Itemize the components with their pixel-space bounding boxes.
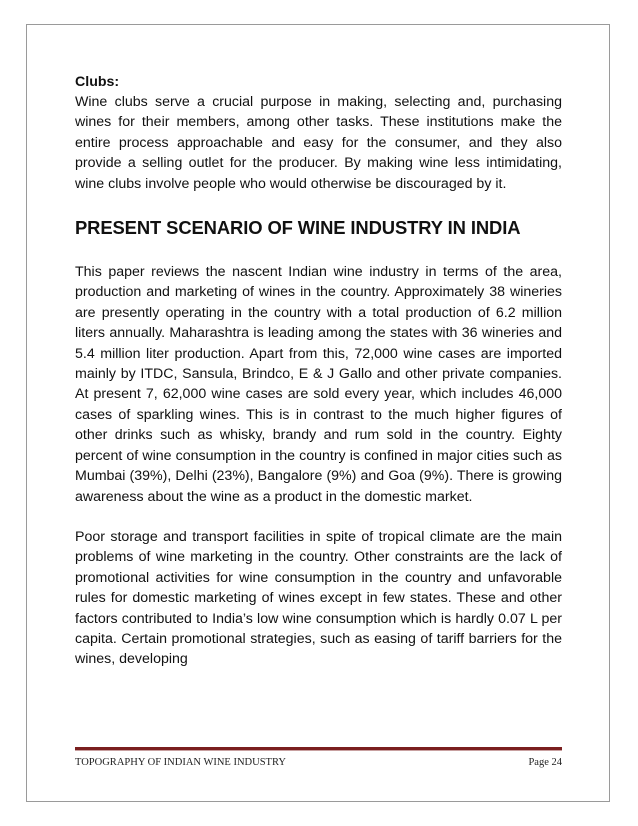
page-footer bbox=[75, 747, 562, 768]
footer-rule bbox=[75, 747, 562, 751]
clubs-heading: Clubs: bbox=[75, 74, 120, 90]
footer-page-number: Page 24 bbox=[528, 757, 562, 768]
page-content bbox=[75, 72, 562, 670]
clubs-paragraph: Wine clubs serve a crucial purpose in making, selecting and, purchasing wines for their members, among other tasks. These institutions make the entire process approachable and easy for the consumer, and they also provide a selling outlet for the producer. By making wine less intimidating, wine clubs involve people who would otherwise be discouraged by it. bbox=[75, 94, 562, 192]
scenario-paragraph-2: Poor storage and transport facilities in spite of tropical climate are the main problems of wine marketing in the country. Other constraints are the lack of promotional activities for wine consumption in the country and unfavorable rules for domestic marketing of wines except in few states. These and other factors contributed to India’s low wine consumption which is hardly 0.07 L per capita. Certain promotional strategies, such as easing of tariff barriers for the wines, developing bbox=[75, 528, 562, 668]
scenario-paragraph-1: This paper reviews the nascent Indian wine industry in terms of the area, production and marketing of wines in the country. Approximately 38 wineries are presently operating in the country with a total production of 6.2 million liters annually. Maharashtra is leading among the states with 36 wineries and 5.4 million liter production. Apart from this, 72,000 wine cases are imported mainly by ITDC, Sansula, Brindco, E & J Gallo and other private companies. At present 7, 62,000 wine cases are sold every year, which includes 46,000 cases of sparkling wines. This is in contrast to the much higher figures of other drinks such as whisky, brandy and rum sold in the country. Eighty percent of wine consumption in the country is confined in major cities such as Mumbai (39%), Delhi (23%), Bangalore (9%) and Goa (9%). There is growing awareness about the wine as a product in the domestic market. bbox=[75, 264, 562, 505]
footer-text-row bbox=[75, 757, 562, 768]
section-title: PRESENT SCENARIO OF WINE INDUSTRY IN INDIA bbox=[75, 217, 521, 239]
footer-document-title: TOPOGRAPHY OF INDIAN WINE INDUSTRY bbox=[75, 757, 286, 768]
